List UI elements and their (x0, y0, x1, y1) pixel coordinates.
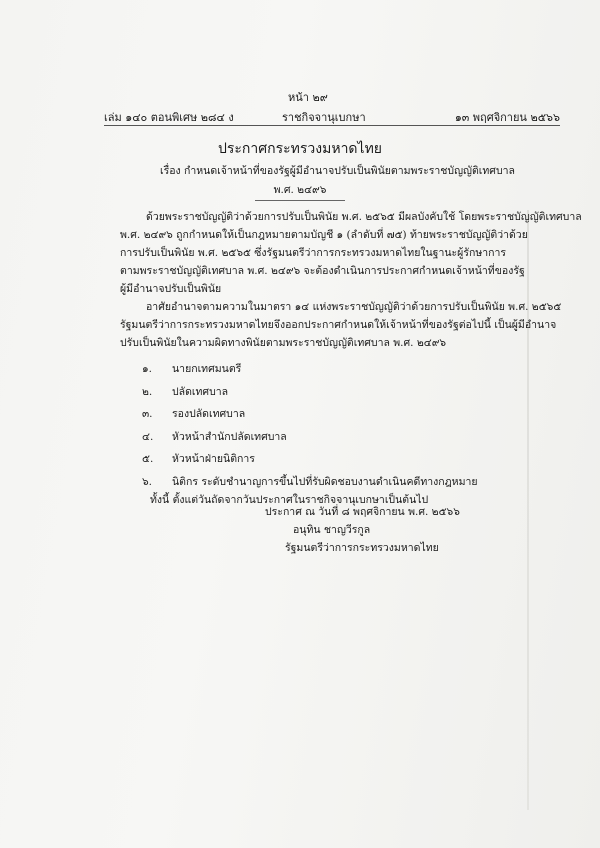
paragraph-line: ด้วยพระราชบัญญัติว่าด้วยการปรับเป็นพินัย พ.ศ. ๒๕๖๕ มีผลบังคับใช้ โดยพระราชบัญญัติเทศบาล (146, 211, 582, 223)
list-item-text: หัวหน้าฝ่ายนิติการ (172, 453, 255, 465)
list-item (142, 403, 478, 426)
paragraph-line: การปรับเป็นพินัย พ.ศ. ๒๕๖๕ ซึ่งรัฐมนตรีว่าการกระทรวงมหาดไทยในฐานะผู้รักษาการ (120, 247, 507, 259)
list-item-text: รองปลัดเทศบาล (172, 408, 246, 420)
list-item (142, 471, 478, 494)
paragraph-line: ตามพระราชบัญญัติเทศบาล พ.ศ. ๒๔๙๖ จะต้องดำเนินการประกาศกำหนดเจ้าหน้าที่ของรัฐ (120, 265, 525, 277)
list-item-text: ปลัดเทศบาล (172, 385, 229, 398)
paragraph-line: ปรับเป็นพินัยในความผิดทางพินัยตามพระราชบัญญัติเทศบาล พ.ศ. ๒๔๙๖ (120, 337, 447, 349)
list-item-text: นิติกร ระดับชำนาญการขึ้นไปที่รับผิดชอบงานดำเนินคดีทางกฎหมาย (172, 475, 478, 488)
announcement-subject: เรื่อง กำหนดเจ้าหน้าที่ของรัฐผู้มีอำนาจปรับเป็นพินัยตามพระราชบัญญัติเทศบาล (160, 165, 515, 177)
paragraph-line: พ.ศ. ๒๔๙๖ ถูกกำหนดให้เป็นกฎหมายตามบัญชี ๑ (ลำดับที่ ๗๕) ท้ายพระราชบัญญัติว่าด้วย (120, 229, 528, 241)
publication-date: ๑๓ พฤศจิกายน ๒๕๖๖ (454, 111, 560, 124)
announcement-title: ประกาศกระทรวงมหาดไทย (218, 141, 382, 157)
header-rule (104, 125, 560, 126)
list-item-number: ๖. (142, 475, 153, 488)
list-item (142, 426, 478, 449)
list-item-number: ๔. (142, 430, 154, 443)
list-item (142, 381, 478, 404)
title-divider (255, 200, 345, 201)
signer-position: รัฐมนตรีว่าการกระทรวงมหาดไทย (285, 542, 439, 554)
announcement-subject-year: พ.ศ. ๒๔๙๖ (273, 184, 327, 196)
signature-block (265, 503, 460, 557)
publication-name: ราชกิจจานุเบกษา (282, 111, 366, 124)
list-item-number: ๒. (142, 385, 153, 398)
paragraph-line: อาศัยอำนาจตามความในมาตรา ๑๔ แห่งพระราชบัญญัติว่าด้วยการปรับเป็นพินัย พ.ศ. ๒๕๖๕ (146, 301, 562, 313)
officials-list (142, 358, 478, 493)
list-item (142, 448, 478, 471)
list-item (142, 358, 478, 381)
announcement-date: ประกาศ ณ วันที่ ๘ พฤศจิกายน พ.ศ. ๒๕๖๖ (265, 506, 460, 518)
effective-clause: ทั้งนี้ ตั้งแต่วันถัดจากวันประกาศในราชกิจจานุเบกษาเป็นต้นไป (150, 494, 429, 506)
page-number: หน้า ๒๙ (288, 91, 328, 104)
list-item-text: นายกเทศมนตรี (172, 363, 242, 375)
paragraph-line: ผู้มีอำนาจปรับเป็นพินัย (120, 283, 222, 295)
list-item-number: ๕. (142, 453, 154, 465)
paragraph-line: รัฐมนตรีว่าการกระทรวงมหาดไทยจึงออกประกาศกำหนดให้เจ้าหน้าที่ของรัฐต่อไปนี้ เป็นผู้มีอำนาจ (120, 319, 557, 331)
list-item-number: ๑. (142, 363, 153, 375)
signer-name: อนุทิน ชาญวีรกูล (293, 524, 371, 536)
volume-issue: เล่ม ๑๔๐ ตอนพิเศษ ๒๘๔ ง (104, 111, 234, 124)
paragraph-authority (120, 298, 562, 352)
list-item-number: ๓. (142, 408, 153, 420)
paragraph-preamble (120, 208, 582, 298)
list-item-text: หัวหน้าสำนักปลัดเทศบาล (172, 430, 287, 443)
gazette-header (104, 91, 560, 126)
